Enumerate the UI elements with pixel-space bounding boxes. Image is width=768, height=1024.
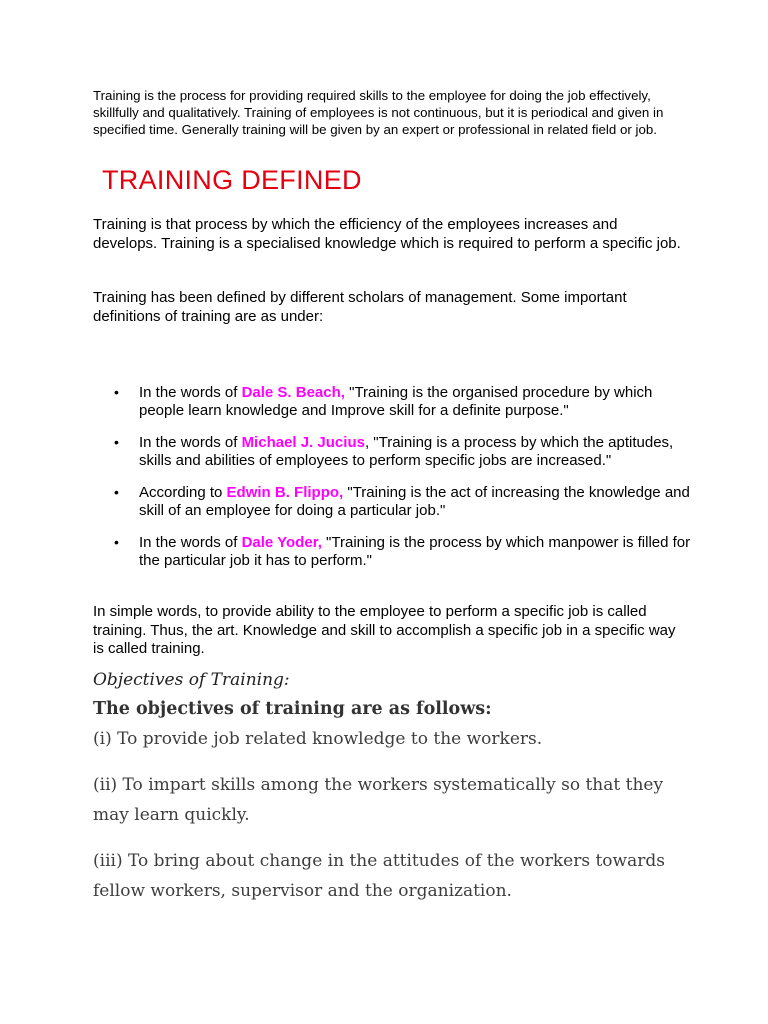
objectives-subtitle: The objectives of training are as follows:: [93, 699, 492, 719]
definition-prefix: In the words of: [139, 384, 242, 401]
definition-prefix: According to: [139, 484, 227, 501]
definition-prefix: In the words of: [139, 534, 242, 551]
bullet-icon: •: [114, 384, 119, 400]
definition-item: [93, 384, 693, 419]
author-name: Edwin B. Flippo,: [226, 484, 344, 501]
definitions-list: [93, 384, 693, 584]
author-name: Michael J. Jucius: [241, 434, 365, 451]
intro-paragraph: Training is the process for providing required skills to the employee for doing the job effectively, skillfully and qualitatively. Training of employees is not continuous, but it is periodical and given in specified time. Generally training will be given by an expert or professional in related field or job.: [93, 88, 664, 137]
definition-quote: , "Training is a process by which the aptitudes, skills and abilities of employees to perform specific jobs are increased.": [139, 434, 674, 469]
definition-quote: "Training is the organised procedure by which people learn knowledge and Improve skill for a definite purpose.": [139, 384, 653, 419]
definition-quote: "Training is the process by which manpower is filled for the particular job it has to perform.": [139, 534, 691, 569]
section-heading: TRAINING DEFINED: [102, 165, 362, 195]
definition-item: [93, 434, 693, 469]
bullet-icon: •: [114, 534, 119, 550]
bullet-icon: •: [114, 434, 119, 450]
summary-paragraph: In simple words, to provide ability to the employee to perform a specific job is called training. Thus, the art. Knowledge and skill to accomplish a specific job in a specific way is called training.: [93, 603, 676, 657]
objective-item: (iii) To bring about change in the attitudes of the workers towards fellow workers, supervisor and the organization.: [93, 851, 665, 901]
author-name: Dale S. Beach,: [241, 384, 345, 401]
objective-item: (ii) To impart skills among the workers systematically so that they may learn quickly.: [93, 775, 664, 825]
objectives-title: Objectives of Training:: [93, 670, 290, 690]
bullet-icon: •: [114, 484, 119, 500]
author-name: Dale Yoder,: [241, 534, 322, 551]
definition-item: [93, 534, 693, 569]
objective-item: (i) To provide job related knowledge to the workers.: [93, 729, 543, 749]
definition-item: [93, 484, 693, 519]
definition-paragraph: Training is that process by which the efficiency of the employees increases and develops. Training is a specialised knowledge which is required to perform a specific job.: [93, 216, 681, 252]
scholars-paragraph: Training has been defined by different scholars of management. Some important definitions of training are as under:: [93, 289, 627, 325]
definition-quote: "Training is the act of increasing the knowledge and skill of an employee for doing a particular job.": [139, 484, 690, 519]
definition-prefix: In the words of: [139, 434, 242, 451]
